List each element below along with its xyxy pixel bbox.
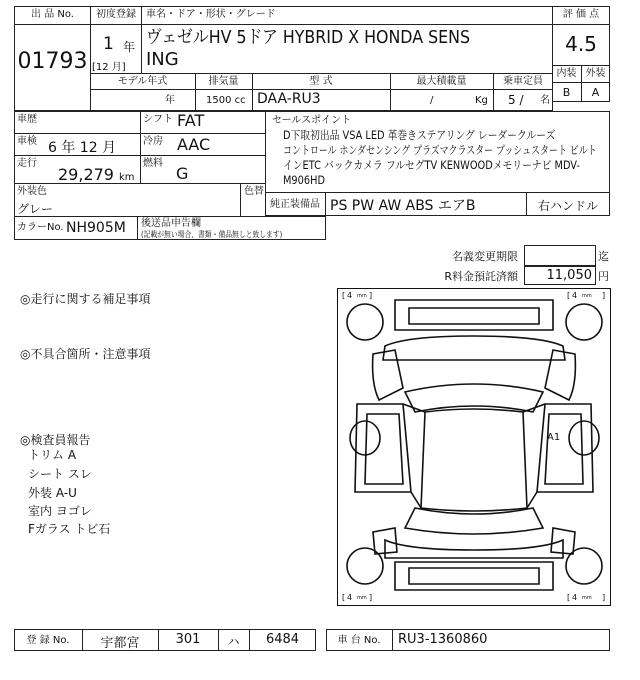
rear-panel xyxy=(385,540,563,558)
capacity-unit: 名 xyxy=(540,95,550,106)
ac-value: AAC xyxy=(177,135,211,154)
svg-text:mm: mm xyxy=(582,595,592,601)
tire-label-rear-right xyxy=(567,593,605,602)
interior-grade: B xyxy=(562,86,571,99)
registration-number-label: 登 録 No. xyxy=(26,635,70,646)
svg-text:mm: mm xyxy=(357,595,367,601)
lot-number-label: 出 品 No. xyxy=(31,9,74,20)
svg-text:4: 4 xyxy=(347,291,353,300)
front-bumper xyxy=(395,300,553,330)
tire-label-rear-left xyxy=(342,593,372,602)
max-load-label: 最大積載量 xyxy=(416,76,467,87)
sales-point-line: インETC バックカメラ フルセグTV KENWOODメモリーナビ MDV- xyxy=(283,158,580,172)
exterior-grade: A xyxy=(591,86,600,99)
tire-label-front-left xyxy=(342,291,372,300)
aftermarket-label: 後送品申告欄 xyxy=(141,218,201,229)
repaint-label: 色替 xyxy=(244,186,264,197)
inspector-line: Fガラス トビ石 xyxy=(28,522,111,536)
driving-notes-label: ◎走行に関する補足事項 xyxy=(20,292,151,306)
chassis-number: RU3-1360860 xyxy=(398,632,488,647)
car-damage-diagram xyxy=(337,288,611,606)
sales-point-line: M906HD xyxy=(283,173,325,187)
name-change-label: 名義変更期限 xyxy=(452,250,518,263)
svg-text:]: ] xyxy=(369,593,373,602)
svg-text:4: 4 xyxy=(572,593,578,602)
type-label: 型 式 xyxy=(309,76,333,87)
inspection-label: 車検 xyxy=(17,136,37,147)
car-name-line-2: ING xyxy=(146,49,179,70)
sales-point-line: コントロール ホンダセンシング プラズマクラスター プッシュスタート ビルト xyxy=(283,143,597,157)
steering-value: 右ハンドル xyxy=(537,199,598,213)
wheel-mid-right xyxy=(569,421,599,455)
svg-text:[: [ xyxy=(342,291,346,300)
fender-front-left xyxy=(373,350,403,400)
first-registration-label: 初度登録 xyxy=(96,9,136,20)
fender-front-right xyxy=(545,350,575,400)
recycle-fee-value: 11,050 xyxy=(546,268,592,283)
mileage-unit: km xyxy=(119,172,135,183)
inspector-line: 室内 ヨゴレ xyxy=(28,504,92,518)
inspector-line: シート スレ xyxy=(28,467,92,481)
overall-score: 4.5 xyxy=(565,32,597,56)
wheel-front-right xyxy=(566,304,602,340)
svg-text:4: 4 xyxy=(347,593,353,602)
inspection-value: 6 年 12 月 xyxy=(48,140,117,156)
equipment-value: PS PW AW ABS エアB xyxy=(330,198,476,214)
shift-value: FAT xyxy=(177,111,205,130)
rear-bumper xyxy=(395,562,553,590)
mileage-label: 走行 xyxy=(17,158,37,169)
sales-points-label: セールスポイント xyxy=(272,115,352,126)
rear-window xyxy=(405,508,543,534)
defect-notes-label: ◎不具合箇所・注意事項 xyxy=(20,347,151,361)
svg-text:mm: mm xyxy=(582,293,592,299)
first-registration-month: [12 月] xyxy=(92,62,126,73)
model-year-unit: 年 xyxy=(165,95,175,106)
windshield xyxy=(405,384,543,412)
svg-text:[: [ xyxy=(567,291,571,300)
roof xyxy=(421,409,527,511)
lot-number: 01793 xyxy=(17,49,88,74)
inspector-line: トリム A xyxy=(28,448,77,462)
color-number-label: カラーNo. xyxy=(17,222,64,233)
svg-text:[: [ xyxy=(342,593,346,602)
car-name-label: 車名・ドア・形状・グレード xyxy=(146,9,276,20)
exterior-color-value: グレー xyxy=(17,202,54,216)
max-load-unit: Kg xyxy=(475,95,488,106)
side-left-inner xyxy=(365,414,403,484)
side-right-inner xyxy=(545,414,583,484)
damage-code: A1 xyxy=(547,432,561,443)
chassis-number-label: 車 台 No. xyxy=(337,635,381,646)
aftermarket-note: (記載が無い場合、書類・備品無しと致します) xyxy=(141,230,283,239)
inspector-line: 外装 A-U xyxy=(28,486,77,500)
svg-text:4: 4 xyxy=(572,291,578,300)
interior-label: 内装 xyxy=(556,68,577,79)
model-year-label: モデル年式 xyxy=(117,76,168,87)
wheel-mid-left xyxy=(350,421,380,455)
shift-label: シフト xyxy=(143,114,173,125)
sales-point-line: D下取初出品 VSA LED 革巻きステアリング レーダークルーズ xyxy=(283,128,556,142)
equipment-label: 純正装備品 xyxy=(270,199,320,210)
svg-text:]: ] xyxy=(369,291,373,300)
fuel-label: 燃料 xyxy=(143,158,163,169)
displacement-value: 1500 cc xyxy=(206,95,246,106)
recycle-fee-label: R料金預託済額 xyxy=(444,270,518,283)
svg-text:[: [ xyxy=(567,593,571,602)
registration-serial: 6484 xyxy=(265,632,300,647)
mileage-value: 29,279 xyxy=(58,165,114,184)
inspector-report-label: ◎検査員報告 xyxy=(20,433,91,447)
history-label: 車歴 xyxy=(17,114,37,125)
type-value: DAA-RU3 xyxy=(257,91,321,107)
color-number: NH905M xyxy=(66,220,126,236)
svg-text:]: ] xyxy=(602,291,606,300)
svg-text:mm: mm xyxy=(357,293,367,299)
ac-label: 冷房 xyxy=(143,136,163,147)
tire-label-front-right xyxy=(567,291,605,300)
displacement-label: 排気量 xyxy=(208,76,239,87)
score-label: 評 価 点 xyxy=(562,9,600,20)
first-registration-year: 1 xyxy=(103,34,114,54)
name-change-box xyxy=(524,245,596,266)
exterior-label: 外装 xyxy=(585,68,606,79)
registration-kana: ハ xyxy=(227,635,240,649)
exterior-color-label: 外装色 xyxy=(17,186,47,197)
svg-text:]: ] xyxy=(602,593,606,602)
car-name-line-1: ヴェゼルHV 5ドア HYBRID X HONDA SENS xyxy=(146,27,471,48)
year-unit: 年 xyxy=(123,40,136,54)
registration-place: 宇都宮 xyxy=(100,636,140,651)
fuel-value: G xyxy=(176,164,189,183)
capacity-value: 5 / xyxy=(508,93,524,107)
capacity-label: 乗車定員 xyxy=(503,76,543,87)
front-panel xyxy=(383,336,565,360)
registration-class: 301 xyxy=(175,632,201,647)
name-change-unit: 迄 xyxy=(598,250,609,263)
max-load-value: / xyxy=(430,95,434,106)
wheel-front-left xyxy=(347,304,383,340)
recycle-fee-unit: 円 xyxy=(598,270,609,283)
